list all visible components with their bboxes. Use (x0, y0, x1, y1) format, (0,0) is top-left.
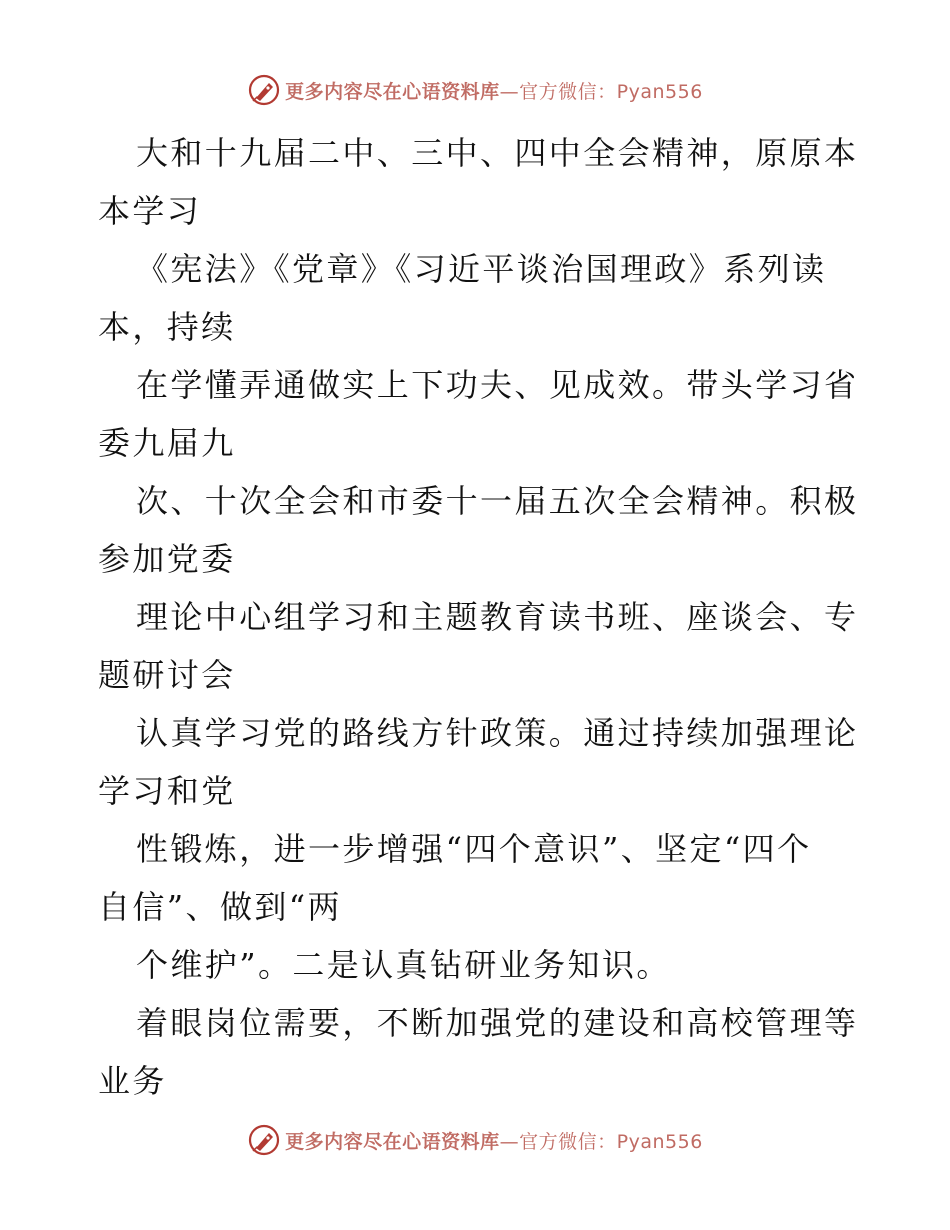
text-line: 理论中心组学习和主题教育读书班、座谈会、专 (136, 598, 858, 636)
header-watermark (0, 70, 950, 110)
text-line: 参加党委 (98, 540, 236, 578)
text-line: 题研讨会 (98, 656, 236, 694)
text-line: 次、十次全会和市委十一届五次全会精神。积极 (136, 482, 858, 520)
footer-watermark (0, 1120, 950, 1160)
pen-nib-logo-icon (247, 73, 281, 107)
text-line: 自信”、做到“两 (98, 888, 342, 926)
banner-text: 更多内容尽在心语资料库—官方微信：Pyan556 (285, 1130, 703, 1153)
pen-nib-logo-icon (247, 1123, 281, 1157)
text-line: 《宪法》《党章》《习近平谈治国理政》系列读 (136, 250, 827, 288)
text-line: 委九届九 (98, 424, 236, 462)
banner-text: 更多内容尽在心语资料库—官方微信：Pyan556 (285, 80, 703, 103)
text-line: 学习和党 (98, 772, 236, 810)
text-line: 大和十九届二中、三中、四中全会精神，原原本 (136, 134, 858, 172)
text-line: 本学习 (98, 192, 202, 230)
text-line: 着眼岗位需要，不断加强党的建设和高校管理等 (136, 1004, 858, 1042)
text-line: 个维护”。二是认真钻研业务知识。 (136, 946, 671, 984)
text-line: 在学懂弄通做实上下功夫、见成效。带头学习省 (136, 366, 858, 404)
text-line: 本，持续 (98, 308, 236, 346)
text-line: 性锻炼，进一步增强“四个意识”、坚定“四个 (136, 830, 812, 868)
document-body (98, 124, 858, 1110)
text-line: 认真学习党的路线方针政策。通过持续加强理论 (136, 714, 858, 752)
text-line: 业务 (98, 1062, 167, 1100)
